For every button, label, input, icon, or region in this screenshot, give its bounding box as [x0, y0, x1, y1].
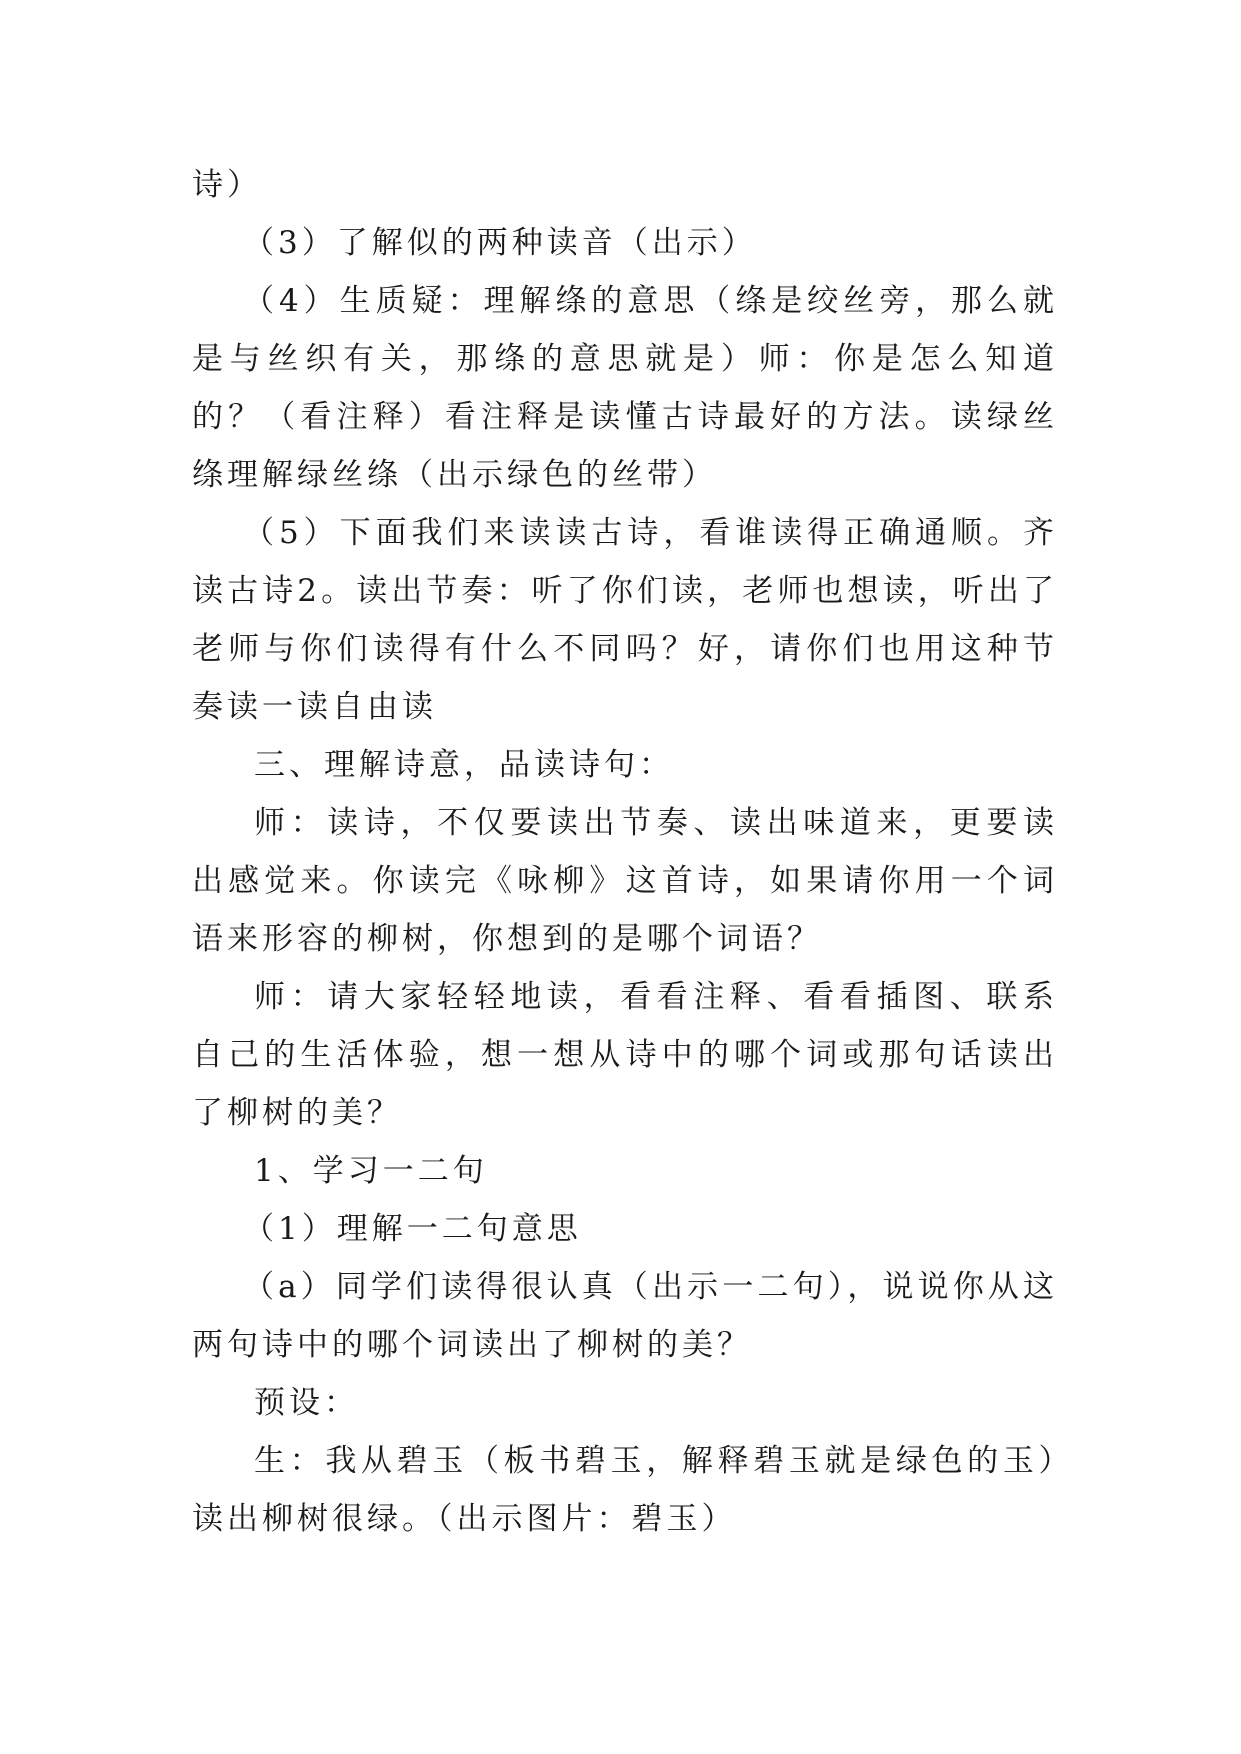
paragraph-12: 生：我从碧玉（板书碧玉，解释碧玉就是绿色的玉）读出柳树很绿。（出示图片：碧玉） [192, 1443, 1058, 1537]
paragraph-1: 诗） [192, 167, 262, 203]
paragraph-11: 预设： [254, 1385, 359, 1421]
paragraph-9: （1）理解一二句意思 [243, 1211, 582, 1247]
section-heading: 三、理解诗意，品读诗句： [254, 747, 674, 783]
subsection-heading: 1、学习一二句 [254, 1153, 488, 1189]
paragraph-10: （a）同学们读得很认真（出示一二句），说说你从这两句诗中的哪个词读出了柳树的美？ [192, 1269, 1058, 1363]
paragraph-2: （3）了解似的两种读音（出示） [243, 225, 757, 261]
paragraph-7: 师：请大家轻轻地读，看看注释、看看插图、联系自己的生活体验，想一想从诗中的哪个词或那句话读出了柳树的美？ [192, 979, 1058, 1131]
paragraph-6: 师：读诗，不仅要读出节奏、读出味道来，更要读出感觉来。你读完《咏柳》这首诗，如果请你用一个词语来形容的柳树，你想到的是哪个词语？ [192, 805, 1058, 957]
document-body [192, 156, 1058, 1548]
paragraph-4: （5）下面我们来读读古诗，看谁读得正确通顺。齐读古诗2。读出节奏：听了你们读，老师也想读，听出了老师与你们读得有什么不同吗？好，请你们也用这种节奏读一读自由读 [192, 515, 1058, 725]
paragraph-3: （4）生质疑：理解绦的意思（绦是绞丝旁，那么就是与丝织有关，那绦的意思就是）师：你是怎么知道的？（看注释）看注释是读懂古诗最好的方法。读绿丝绦理解绿丝绦（出示绿色的丝带） [192, 283, 1058, 493]
